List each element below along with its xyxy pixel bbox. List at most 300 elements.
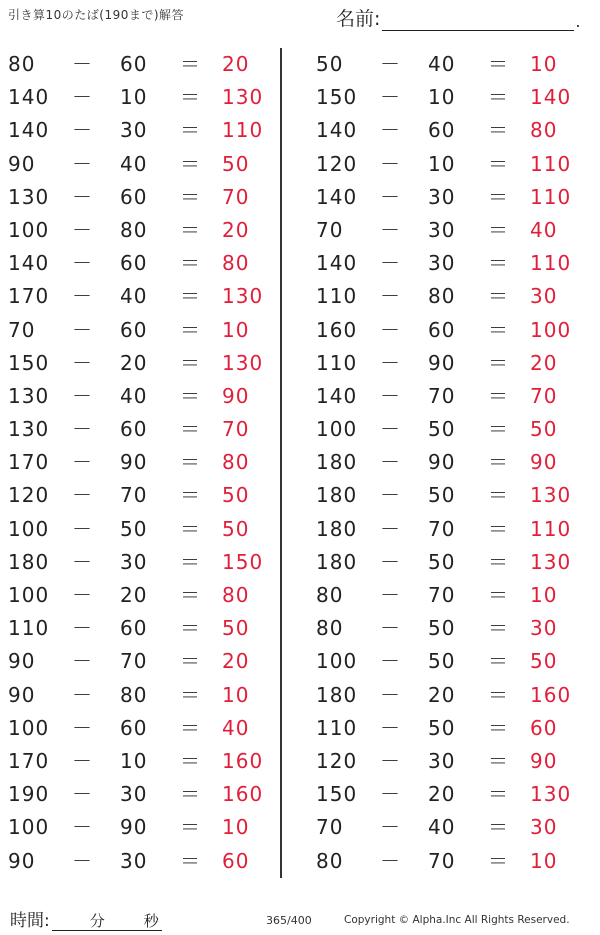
problem-row [0, 314, 270, 347]
answer: 50 [530, 649, 558, 674]
equals-sign: ＝ [488, 118, 508, 143]
minuend: 170 [8, 450, 50, 475]
answer: 70 [222, 417, 250, 442]
minus-sign: － [72, 549, 92, 574]
minuend: 80 [316, 616, 344, 641]
name-input-line [382, 8, 574, 31]
subtrahend: 60 [120, 616, 148, 641]
subtrahend: 30 [428, 251, 456, 276]
subtrahend: 30 [120, 549, 148, 574]
answer: 50 [530, 417, 558, 442]
equals-sign: ＝ [180, 217, 200, 242]
minutes-label: 分 [89, 912, 105, 930]
answer: 30 [530, 815, 558, 840]
answer: 10 [530, 848, 558, 873]
equals-sign: ＝ [488, 516, 508, 541]
equals-sign: ＝ [488, 815, 508, 840]
minuend: 110 [8, 616, 50, 641]
subtrahend: 50 [428, 715, 456, 740]
problem-row [0, 280, 270, 313]
answer: 130 [530, 549, 572, 574]
answer: 130 [530, 782, 572, 807]
subtrahend: 30 [120, 848, 148, 873]
left-problem-column [0, 48, 270, 878]
minus-sign: － [380, 616, 400, 641]
subtrahend: 10 [428, 151, 456, 176]
minuend: 180 [316, 516, 358, 541]
minus-sign: － [72, 383, 92, 408]
subtrahend: 60 [120, 184, 148, 209]
subtrahend: 10 [120, 748, 148, 773]
minus-sign: － [72, 616, 92, 641]
minuend: 120 [8, 483, 50, 508]
problem-row [310, 745, 580, 778]
worksheet-title: 引き算10のたば(190まで)解答 [8, 8, 185, 22]
problem-row [310, 778, 580, 811]
answer: 140 [530, 85, 572, 110]
minuend: 70 [316, 815, 344, 840]
time-field [10, 906, 162, 931]
equals-sign: ＝ [180, 151, 200, 176]
answer: 40 [530, 217, 558, 242]
minuend: 80 [316, 583, 344, 607]
equals-sign: ＝ [488, 483, 508, 508]
equals-sign: ＝ [488, 682, 508, 707]
answer: 110 [530, 151, 572, 176]
problem-row [0, 181, 270, 214]
minuend: 150 [316, 782, 358, 807]
minuend: 100 [8, 583, 50, 607]
minuend: 150 [8, 350, 50, 375]
minuend: 90 [8, 151, 36, 176]
answer: 10 [222, 815, 250, 840]
minuend: 140 [8, 85, 50, 110]
minus-sign: － [380, 85, 400, 110]
equals-sign: ＝ [488, 549, 508, 574]
answer: 130 [222, 284, 264, 309]
subtrahend: 20 [120, 350, 148, 375]
minuend: 140 [8, 118, 50, 143]
problem-row [310, 380, 580, 413]
name-field [336, 4, 581, 31]
minus-sign: － [380, 748, 400, 773]
minuend: 130 [8, 184, 50, 209]
minus-sign: － [72, 815, 92, 840]
equals-sign: ＝ [488, 616, 508, 641]
subtrahend: 60 [120, 417, 148, 442]
page-number: 365/400 [266, 914, 312, 927]
problem-row [0, 745, 270, 778]
problem-row [310, 479, 580, 512]
minuend: 140 [316, 383, 358, 408]
problem-row [310, 114, 580, 147]
answer: 50 [222, 616, 250, 641]
problem-row [0, 413, 270, 446]
problem-row [0, 214, 270, 247]
subtrahend: 70 [120, 649, 148, 674]
minuend: 190 [8, 782, 50, 807]
equals-sign: ＝ [180, 583, 200, 607]
answer: 60 [222, 848, 250, 873]
subtrahend: 70 [120, 483, 148, 508]
subtrahend: 20 [120, 583, 148, 607]
answer: 90 [530, 450, 558, 475]
subtrahend: 10 [120, 85, 148, 110]
minus-sign: － [72, 782, 92, 807]
minuend: 160 [316, 317, 358, 342]
answer: 10 [530, 52, 558, 76]
time-label: 時間: [10, 911, 50, 931]
equals-sign: ＝ [488, 649, 508, 674]
minuend: 90 [8, 682, 36, 707]
equals-sign: ＝ [488, 151, 508, 176]
problem-row [310, 546, 580, 579]
minus-sign: － [72, 516, 92, 541]
subtrahend: 70 [428, 848, 456, 873]
minus-sign: － [72, 118, 92, 143]
problem-row [310, 347, 580, 380]
equals-sign: ＝ [180, 815, 200, 840]
equals-sign: ＝ [180, 450, 200, 475]
problem-row [0, 380, 270, 413]
equals-sign: ＝ [180, 184, 200, 209]
minus-sign: － [380, 682, 400, 707]
minuend: 140 [316, 184, 358, 209]
minus-sign: － [380, 118, 400, 143]
problem-row [310, 314, 580, 347]
subtrahend: 30 [428, 184, 456, 209]
answer: 130 [222, 85, 264, 110]
problem-row [310, 645, 580, 678]
subtrahend: 60 [120, 251, 148, 276]
problem-row [0, 114, 270, 147]
minuend: 180 [316, 450, 358, 475]
column-divider [280, 48, 282, 878]
problem-row [0, 247, 270, 280]
problem-row [0, 845, 270, 878]
answer: 100 [530, 317, 572, 342]
minus-sign: － [72, 583, 92, 607]
equals-sign: ＝ [180, 715, 200, 740]
subtrahend: 80 [120, 217, 148, 242]
problem-row [0, 712, 270, 745]
answer: 10 [530, 583, 558, 607]
answer: 80 [530, 118, 558, 143]
minus-sign: － [380, 483, 400, 508]
subtrahend: 60 [120, 317, 148, 342]
answer: 90 [530, 748, 558, 773]
minus-sign: － [380, 317, 400, 342]
minus-sign: － [380, 383, 400, 408]
problem-row [310, 148, 580, 181]
seconds-label: 秒 [143, 912, 159, 930]
answer: 160 [222, 782, 264, 807]
equals-sign: ＝ [488, 284, 508, 309]
subtrahend: 50 [428, 549, 456, 574]
equals-sign: ＝ [180, 118, 200, 143]
problem-row [0, 347, 270, 380]
answer: 10 [222, 682, 250, 707]
answer: 20 [222, 52, 250, 76]
minus-sign: － [380, 251, 400, 276]
problem-row [0, 679, 270, 712]
subtrahend: 90 [120, 450, 148, 475]
minus-sign: － [380, 151, 400, 176]
equals-sign: ＝ [180, 782, 200, 807]
name-end-mark: . [575, 12, 581, 31]
problem-row [310, 214, 580, 247]
equals-sign: ＝ [180, 317, 200, 342]
minuend: 110 [316, 715, 358, 740]
subtrahend: 40 [428, 815, 456, 840]
copyright-notice: Copyright © Alpha.Inc All Rights Reserved. [344, 914, 570, 926]
answer: 80 [222, 583, 250, 607]
minus-sign: － [72, 715, 92, 740]
equals-sign: ＝ [488, 184, 508, 209]
equals-sign: ＝ [180, 549, 200, 574]
minuend: 100 [8, 715, 50, 740]
equals-sign: ＝ [180, 52, 200, 76]
minuend: 120 [316, 748, 358, 773]
answer: 110 [530, 184, 572, 209]
minuend: 100 [316, 417, 358, 442]
equals-sign: ＝ [488, 583, 508, 607]
name-label: 名前: [336, 8, 381, 30]
equals-sign: ＝ [488, 848, 508, 873]
problem-row [0, 579, 270, 612]
minuend: 130 [8, 383, 50, 408]
minuend: 110 [316, 350, 358, 375]
problem-row [0, 645, 270, 678]
problem-row [0, 546, 270, 579]
minuend: 80 [8, 52, 36, 76]
subtrahend: 70 [428, 383, 456, 408]
minuend: 100 [8, 217, 50, 242]
equals-sign: ＝ [180, 748, 200, 773]
subtrahend: 50 [428, 483, 456, 508]
minus-sign: － [380, 583, 400, 607]
minuend: 180 [316, 483, 358, 508]
problem-row [310, 48, 580, 81]
subtrahend: 60 [120, 715, 148, 740]
equals-sign: ＝ [488, 251, 508, 276]
answer: 110 [222, 118, 264, 143]
answer: 90 [222, 383, 250, 408]
minus-sign: － [380, 284, 400, 309]
minus-sign: － [380, 350, 400, 375]
minus-sign: － [380, 848, 400, 873]
problem-row [0, 479, 270, 512]
minuend: 130 [8, 417, 50, 442]
right-problem-column [310, 48, 580, 878]
subtrahend: 40 [120, 151, 148, 176]
subtrahend: 50 [428, 616, 456, 641]
minuend: 50 [316, 52, 344, 76]
subtrahend: 40 [120, 284, 148, 309]
problem-row [310, 579, 580, 612]
minus-sign: － [72, 85, 92, 110]
answer: 130 [530, 483, 572, 508]
subtrahend: 60 [120, 52, 148, 76]
subtrahend: 30 [428, 748, 456, 773]
equals-sign: ＝ [488, 782, 508, 807]
minuend: 140 [316, 251, 358, 276]
problem-row [310, 181, 580, 214]
equals-sign: ＝ [180, 383, 200, 408]
answer: 70 [530, 383, 558, 408]
subtrahend: 40 [428, 52, 456, 76]
answer: 160 [222, 748, 264, 773]
equals-sign: ＝ [180, 251, 200, 276]
minuend: 110 [316, 284, 358, 309]
minuend: 170 [8, 284, 50, 309]
equals-sign: ＝ [180, 417, 200, 442]
equals-sign: ＝ [180, 616, 200, 641]
minuend: 80 [316, 848, 344, 873]
equals-sign: ＝ [488, 350, 508, 375]
minus-sign: － [380, 815, 400, 840]
subtrahend: 30 [120, 118, 148, 143]
minuend: 120 [316, 151, 358, 176]
minus-sign: － [72, 417, 92, 442]
answer: 50 [222, 151, 250, 176]
equals-sign: ＝ [488, 417, 508, 442]
minuend: 140 [8, 251, 50, 276]
equals-sign: ＝ [488, 217, 508, 242]
minus-sign: － [380, 549, 400, 574]
minuend: 180 [316, 682, 358, 707]
equals-sign: ＝ [488, 715, 508, 740]
minus-sign: － [380, 649, 400, 674]
minuend: 140 [316, 118, 358, 143]
problem-row [0, 81, 270, 114]
minuend: 70 [8, 317, 36, 342]
minus-sign: － [380, 516, 400, 541]
subtrahend: 10 [428, 85, 456, 110]
minuend: 90 [8, 848, 36, 873]
answer: 20 [222, 217, 250, 242]
problem-row [0, 148, 270, 181]
problem-row [310, 679, 580, 712]
minus-sign: － [72, 184, 92, 209]
subtrahend: 70 [428, 516, 456, 541]
minuend: 100 [8, 815, 50, 840]
subtrahend: 40 [120, 383, 148, 408]
problem-row [310, 712, 580, 745]
problem-row [310, 845, 580, 878]
minus-sign: － [72, 649, 92, 674]
minuend: 180 [316, 549, 358, 574]
equals-sign: ＝ [180, 85, 200, 110]
answer: 20 [530, 350, 558, 375]
minus-sign: － [380, 782, 400, 807]
answer: 110 [530, 516, 572, 541]
answer: 110 [530, 251, 572, 276]
answer: 30 [530, 616, 558, 641]
problem-row [0, 513, 270, 546]
answer: 30 [530, 284, 558, 309]
problem-row [0, 48, 270, 81]
problem-row [310, 612, 580, 645]
answer: 150 [222, 549, 264, 574]
answer: 70 [222, 184, 250, 209]
subtrahend: 20 [428, 682, 456, 707]
minuend: 100 [8, 516, 50, 541]
answer: 10 [222, 317, 250, 342]
answer: 60 [530, 715, 558, 740]
subtrahend: 80 [120, 682, 148, 707]
answer: 80 [222, 450, 250, 475]
minuend: 170 [8, 748, 50, 773]
problem-row [310, 81, 580, 114]
equals-sign: ＝ [180, 649, 200, 674]
subtrahend: 90 [120, 815, 148, 840]
answer: 40 [222, 715, 250, 740]
subtrahend: 50 [428, 417, 456, 442]
minus-sign: － [72, 450, 92, 475]
minus-sign: － [72, 483, 92, 508]
minus-sign: － [72, 682, 92, 707]
subtrahend: 30 [120, 782, 148, 807]
problem-row [310, 280, 580, 313]
problem-row [0, 811, 270, 844]
answer: 50 [222, 516, 250, 541]
minus-sign: － [72, 848, 92, 873]
answer: 160 [530, 682, 572, 707]
answer: 130 [222, 350, 264, 375]
equals-sign: ＝ [488, 52, 508, 76]
equals-sign: ＝ [488, 317, 508, 342]
equals-sign: ＝ [180, 516, 200, 541]
minus-sign: － [72, 284, 92, 309]
subtrahend: 80 [428, 284, 456, 309]
subtrahend: 60 [428, 118, 456, 143]
subtrahend: 90 [428, 450, 456, 475]
minuend: 90 [8, 649, 36, 674]
answer: 20 [222, 649, 250, 674]
minuend: 150 [316, 85, 358, 110]
minus-sign: － [380, 52, 400, 76]
subtrahend: 70 [428, 583, 456, 607]
problem-row [310, 247, 580, 280]
minus-sign: － [72, 217, 92, 242]
subtrahend: 50 [428, 649, 456, 674]
equals-sign: ＝ [488, 383, 508, 408]
minus-sign: － [380, 417, 400, 442]
subtrahend: 20 [428, 782, 456, 807]
minus-sign: － [380, 715, 400, 740]
problem-row [310, 513, 580, 546]
problem-row [310, 446, 580, 479]
equals-sign: ＝ [180, 682, 200, 707]
equals-sign: ＝ [488, 450, 508, 475]
minuend: 70 [316, 217, 344, 242]
equals-sign: ＝ [180, 848, 200, 873]
minuend: 180 [8, 549, 50, 574]
subtrahend: 60 [428, 317, 456, 342]
minus-sign: － [380, 450, 400, 475]
equals-sign: ＝ [180, 350, 200, 375]
subtrahend: 30 [428, 217, 456, 242]
problem-row [310, 811, 580, 844]
answer: 50 [222, 483, 250, 508]
minus-sign: － [72, 251, 92, 276]
problem-row [0, 612, 270, 645]
subtrahend: 50 [120, 516, 148, 541]
problem-row [310, 413, 580, 446]
minuend: 100 [316, 649, 358, 674]
subtrahend: 90 [428, 350, 456, 375]
